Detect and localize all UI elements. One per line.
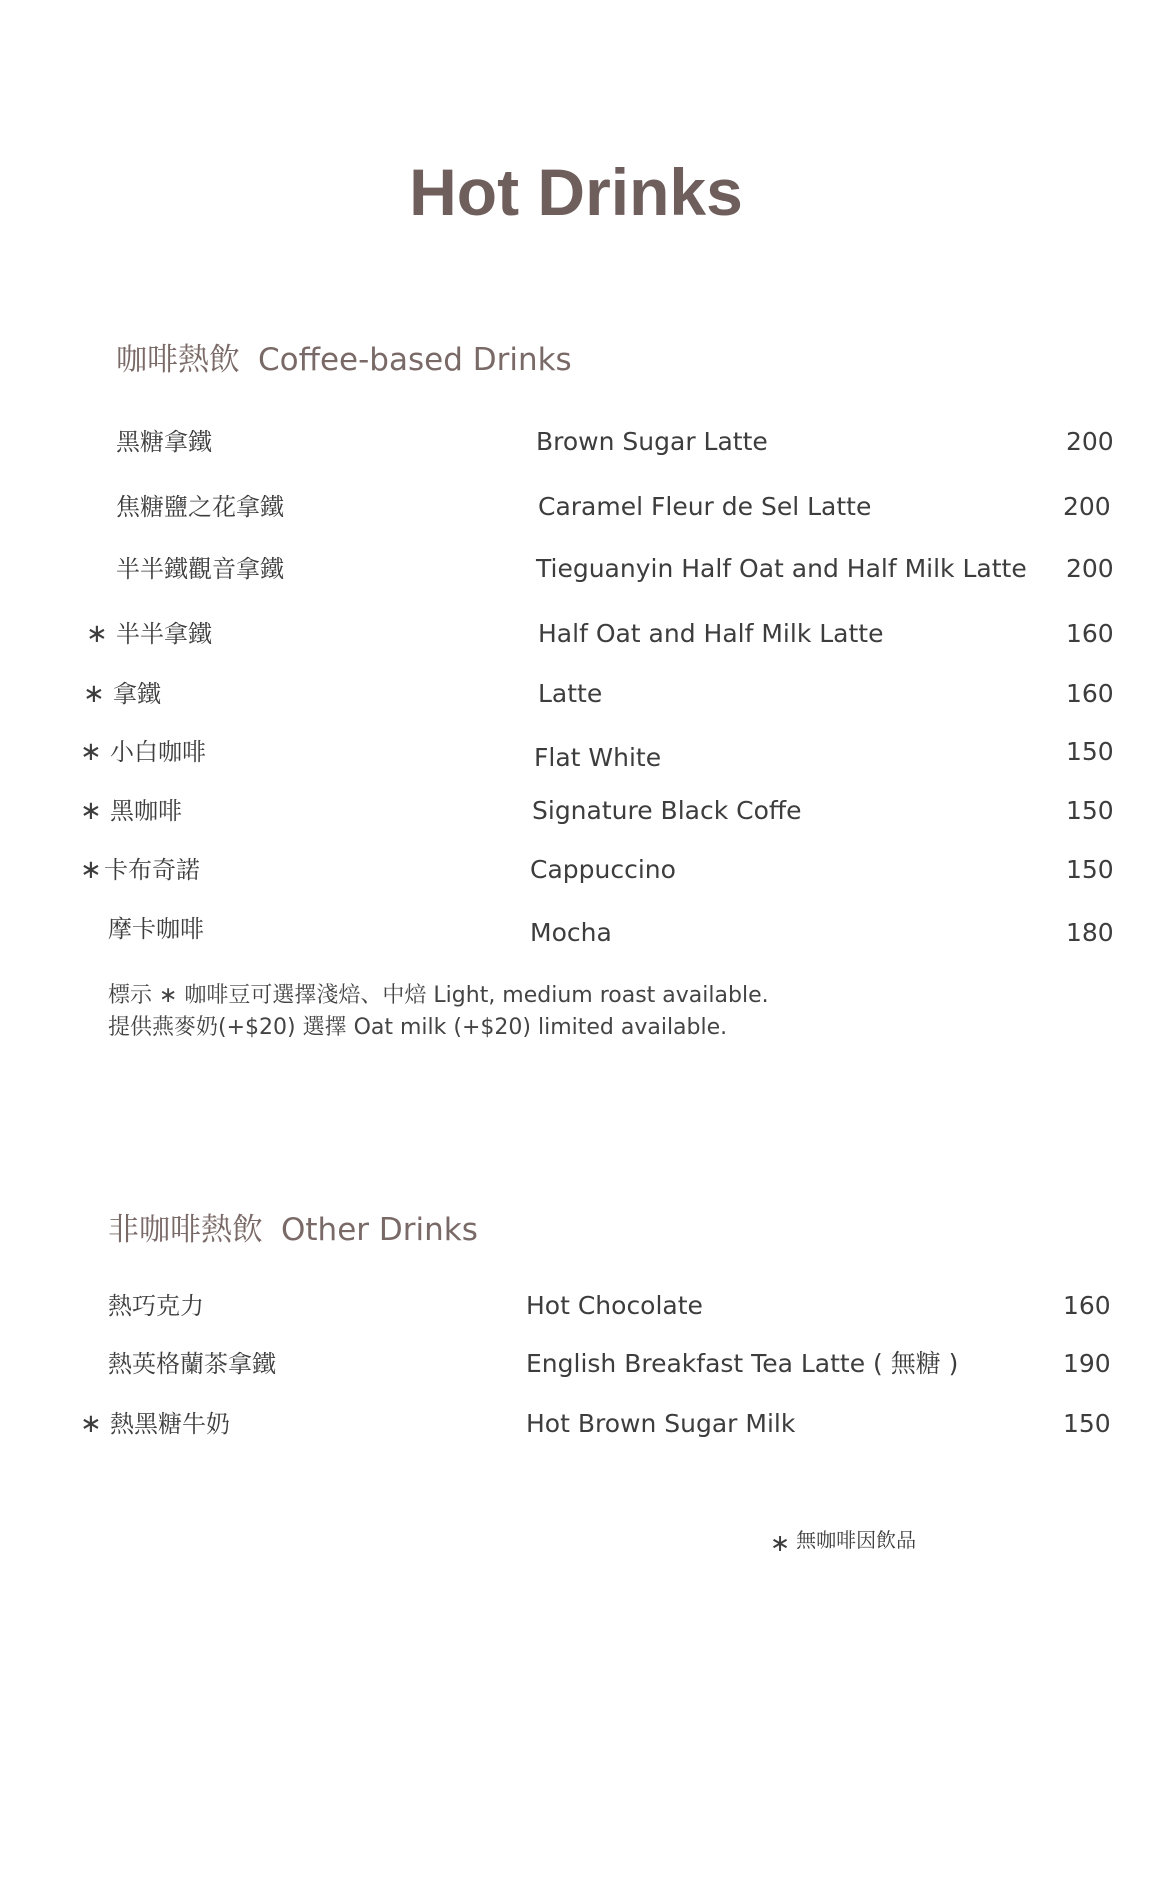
coffee-section-title-en: Coffee-based Drinks xyxy=(258,342,572,378)
decaf-star-icon: ∗ xyxy=(83,679,105,709)
coffee-notes xyxy=(108,980,769,1044)
item-price: 150 xyxy=(1066,796,1114,825)
legend-text: 無咖啡因飲品 xyxy=(796,1528,917,1552)
item-price: 160 xyxy=(1066,619,1114,648)
item-name-en: Signature Black Coffe xyxy=(532,796,802,825)
item-name-en: Latte xyxy=(538,679,603,708)
menu-row xyxy=(0,1344,1152,1384)
item-name-en: Flat White xyxy=(534,743,662,772)
legend-star-icon: ∗ xyxy=(770,1529,791,1557)
item-name-zh: 熱黑糖牛奶 xyxy=(110,1410,230,1438)
item-price: 200 xyxy=(1066,554,1114,583)
item-price: 160 xyxy=(1063,1291,1111,1320)
item-name-zh: 小白咖啡 xyxy=(110,738,206,766)
item-name-en: Half Oat and Half Milk Latte xyxy=(538,619,884,648)
item-price: 150 xyxy=(1066,855,1114,884)
menu-row xyxy=(0,850,1152,890)
menu-row xyxy=(0,909,1152,949)
other-section-title xyxy=(108,1210,478,1250)
decaf-star-icon: ∗ xyxy=(86,619,108,649)
item-name-zh: 卡布奇諾 xyxy=(104,856,200,884)
item-name-zh: 焦糖鹽之花拿鐵 xyxy=(116,493,284,521)
decaf-star-icon: ∗ xyxy=(80,855,102,885)
menu-row xyxy=(0,1286,1152,1326)
decaf-star-icon: ∗ xyxy=(80,1409,102,1439)
menu-row xyxy=(0,487,1152,527)
note-roast: 標示 ∗ 咖啡豆可選擇淺焙、中焙 Light, medium roast available. xyxy=(108,983,769,1008)
item-name-en: Brown Sugar Latte xyxy=(536,427,768,456)
item-name-en: Mocha xyxy=(530,918,612,947)
menu-row xyxy=(0,1404,1152,1444)
item-name-zh: 熱英格蘭茶拿鐵 xyxy=(108,1350,276,1378)
item-name-zh: 黑糖拿鐵 xyxy=(116,428,212,456)
item-name-zh: 黑咖啡 xyxy=(110,797,182,825)
item-name-zh: 半半鐵觀音拿鐵 xyxy=(116,555,284,583)
decaf-legend xyxy=(770,1524,916,1555)
item-price: 160 xyxy=(1066,679,1114,708)
item-name-zh: 摩卡咖啡 xyxy=(108,915,204,943)
item-name-en: Caramel Fleur de Sel Latte xyxy=(538,492,872,521)
note-oat-milk: 提供燕麥奶(+$20) 選擇 Oat milk (+$20) limited available. xyxy=(108,1015,728,1040)
item-name-en: Cappuccino xyxy=(530,855,676,884)
item-name-zh: 熱巧克力 xyxy=(108,1292,204,1320)
item-price: 180 xyxy=(1066,918,1114,947)
item-name-en: Tieguanyin Half Oat and Half Milk Latte xyxy=(536,554,1027,583)
item-price: 200 xyxy=(1063,492,1111,521)
item-price: 150 xyxy=(1066,737,1114,766)
other-section-title-en: Other Drinks xyxy=(281,1212,478,1248)
item-name-zh: 半半拿鐵 xyxy=(116,620,212,648)
decaf-star-icon: ∗ xyxy=(80,737,102,767)
coffee-section-title-zh: 咖啡熱飲 xyxy=(116,342,240,378)
item-price: 200 xyxy=(1066,427,1114,456)
other-section-title-zh: 非咖啡熱飲 xyxy=(108,1212,263,1248)
menu-row xyxy=(0,549,1152,589)
menu-row xyxy=(0,614,1152,654)
item-price: 150 xyxy=(1063,1409,1111,1438)
page-title: Hot Drinks xyxy=(409,155,743,229)
item-name-zh: 拿鐵 xyxy=(113,680,161,708)
item-name-en: Hot Chocolate xyxy=(526,1291,703,1320)
coffee-section-title xyxy=(116,340,572,380)
decaf-star-icon: ∗ xyxy=(80,796,102,826)
item-name-en: Hot Brown Sugar Milk xyxy=(526,1409,796,1438)
menu-row xyxy=(0,732,1152,772)
menu-row xyxy=(0,791,1152,831)
item-name-en: English Breakfast Tea Latte ( 無糖 ) xyxy=(526,1349,959,1378)
menu-row xyxy=(0,674,1152,714)
item-price: 190 xyxy=(1063,1349,1111,1378)
menu-row xyxy=(0,422,1152,462)
